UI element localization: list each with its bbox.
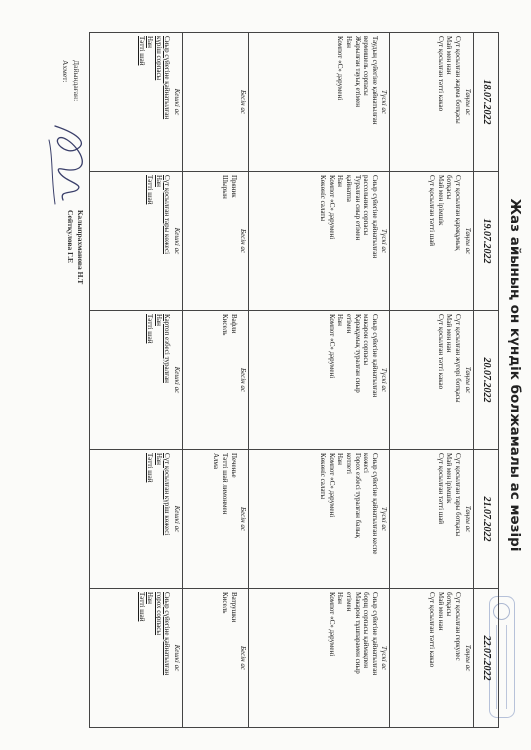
menu-item: Сүт қосылған тары ботқасы — [454, 453, 463, 537]
menu-item: Май мен нан — [436, 592, 445, 631]
menu-item: Май мен нан — [445, 314, 454, 353]
menu-item: Компот «С» дәрумені — [327, 592, 336, 657]
menu-item: Пряник — [229, 175, 238, 198]
breakfast-cell — [390, 311, 473, 450]
snack-row — [182, 33, 248, 728]
meal-heading: Түскі ас — [380, 506, 389, 532]
menu-item: Вафли — [229, 314, 238, 334]
menu-item: Нан — [336, 314, 345, 326]
menu-item: горох сорпасы — [154, 592, 163, 636]
menu-item: Нан — [146, 592, 155, 604]
meal-heading: Түскі ас — [380, 367, 389, 393]
snack-cell — [182, 450, 248, 589]
menu-item: Сүт қосылған жүгері ботқасы — [454, 314, 463, 403]
dinner-cell — [90, 33, 183, 172]
menu-item: Сүт қосылған тәтті какао — [436, 314, 445, 390]
meal-heading: Кешкі ас — [172, 644, 181, 672]
menu-item: вермишель сорпасы — [362, 36, 371, 96]
menu-item: Компот «С» дәрумені — [327, 175, 336, 240]
menu-item: Сиыр сүйегіне қайнатылған — [163, 36, 172, 120]
menu-item: Алма — [212, 453, 221, 470]
menu-item: Сиыр сүйегіне қайнатылған — [370, 314, 379, 398]
page-title: Жаз айының он күндік болжамалы ас мәзірі — [507, 198, 523, 552]
meal-heading: Таңғы ас — [463, 644, 472, 672]
menu-item: Нан — [146, 36, 155, 48]
menu-item: Шырын — [221, 175, 230, 199]
menu-item: Сүт қосылған тәтті какао — [428, 592, 437, 668]
meal-heading: Кешкі ас — [172, 88, 181, 116]
menu-table — [89, 32, 499, 728]
menu-item: Сүт қосылған қарақұмық — [454, 175, 463, 251]
menu-item: Макарон тұшпарамен сиыр — [353, 592, 362, 674]
menu-item: Туралған сиыр етімен — [353, 175, 362, 241]
menu-item: Нан — [336, 453, 345, 465]
menu-item: Сүт қосылған тәтті какао — [436, 36, 445, 112]
date-cell: 18.07.2022 — [473, 33, 498, 172]
menu-item: Кисель — [221, 314, 230, 336]
menu-item: Компот «С» дәрумені — [336, 36, 345, 101]
handwritten-signature — [41, 120, 99, 210]
menu-item: Сиыр сүйегіне қайнатылған — [163, 592, 172, 676]
menu-item: рассольник сорпасы — [362, 175, 371, 236]
menu-item: қайнатпа — [345, 175, 354, 202]
prepared-label: Дайындаған: — [72, 60, 81, 102]
menu-item: Ватрушки — [229, 592, 238, 623]
menu-item: Сүт қосылған күріш көжесі — [163, 453, 172, 536]
signatures-block — [65, 210, 85, 284]
breakfast-cell — [390, 172, 473, 311]
menu-item: етімен — [345, 592, 354, 612]
dinner-cell — [90, 172, 183, 311]
menu-item: котлеті — [345, 453, 354, 474]
menu-item: Тәтті шай — [137, 592, 146, 622]
nurse-name: Сейтқулова Г.Е — [66, 210, 75, 263]
lunch-row — [249, 33, 390, 728]
meal-heading: Бесін ас — [239, 645, 248, 671]
breakfast-cell — [390, 589, 473, 728]
menu-item: Нан — [154, 453, 163, 465]
snack-cell — [182, 172, 248, 311]
date-row — [473, 33, 498, 728]
snack-cell — [182, 33, 248, 172]
menu-item: Картоп езбесі туралған — [163, 314, 172, 383]
lunch-cell — [249, 450, 390, 589]
menu-item: Жарылған тауық етімен — [353, 36, 362, 108]
menu-item: Май мен нан — [445, 36, 454, 75]
meal-heading: Таңғы ас — [463, 505, 472, 533]
menu-item: Нан — [154, 175, 163, 187]
menu-item: ботқасы — [445, 592, 454, 617]
menu-item: Таудың сүйегіне қайнатылған — [370, 36, 379, 125]
menu-item: Тәтті шай — [146, 175, 155, 205]
meal-heading: Кешкі ас — [172, 227, 181, 255]
prepared-name: Калыпрахманова Н.Т — [76, 210, 85, 285]
menu-item: Сүт қосылған тәтті шай — [436, 453, 445, 525]
menu-item: Тәтті шай лимонмен — [221, 453, 230, 515]
meal-heading: Түскі ас — [380, 645, 389, 671]
menu-item: Сиыр сүйегіне қайнатылған — [370, 175, 379, 259]
menu-item: Май мен ірімшік — [445, 453, 454, 504]
dinner-cell — [90, 450, 183, 589]
date-cell: 19.07.2022 — [473, 172, 498, 311]
breakfast-row — [390, 33, 473, 728]
menu-item: Көкөніс салаты — [319, 453, 328, 500]
menu-item: Сиыр сүйегіне қайнатылған кеспе — [370, 453, 379, 555]
dinner-cell — [90, 589, 183, 728]
date-cell: 21.07.2022 — [473, 450, 498, 589]
lunch-cell — [249, 311, 390, 450]
nurse-label: Ахмет: — [61, 60, 70, 83]
menu-item: Компот «С» дәрумені — [327, 453, 336, 518]
menu-item: борщ сорпасы қаймақпен — [362, 592, 371, 668]
menu-item: Тәтті шай — [146, 314, 155, 344]
menu-item: Сүт қосылған тары көжесі — [163, 175, 172, 255]
meal-heading: Кешкі ас — [172, 366, 181, 394]
menu-item: Сиыр сүйегіне қайнатылған — [370, 592, 379, 676]
meal-heading: Бесін ас — [239, 228, 248, 254]
menu-item: Сүт қосылған жарма ботқасы — [454, 36, 463, 124]
menu-item: Май мен ірімшік — [436, 175, 445, 226]
breakfast-cell — [390, 33, 473, 172]
breakfast-cell — [390, 450, 473, 589]
meal-heading: Таңғы ас — [463, 366, 472, 394]
menu-item: Горох езбесі туралған балық — [353, 453, 362, 538]
meal-heading: Таңғы ас — [463, 88, 472, 116]
snack-cell — [182, 589, 248, 728]
dinner-cell — [90, 311, 183, 450]
dinner-row — [90, 33, 183, 728]
menu-item: етімен — [345, 314, 354, 334]
menu-item: макарон сорпасы — [362, 314, 371, 366]
menu-item: Тәтті шай — [137, 36, 146, 66]
meal-heading: Бесін ас — [239, 506, 248, 532]
meal-heading: Түскі ас — [380, 89, 389, 115]
meal-heading: Бесін ас — [239, 89, 248, 115]
menu-item: Сүт қосылған геркулес — [454, 592, 463, 661]
lunch-cell — [249, 589, 390, 728]
lunch-cell — [249, 33, 390, 172]
meal-heading: Таңғы ас — [463, 227, 472, 255]
menu-item: Печенье — [229, 453, 238, 478]
menu-item: көжесі — [362, 453, 371, 473]
meal-heading: Түскі ас — [380, 228, 389, 254]
lunch-cell — [249, 172, 390, 311]
menu-item: Компот «С» дәрумені — [327, 314, 336, 379]
menu-item: Нан — [336, 592, 345, 604]
menu-item: Нан — [336, 175, 345, 187]
menu-item: ботқасы — [445, 175, 454, 200]
menu-item: Нан — [345, 36, 354, 48]
menu-item: Кисель — [221, 592, 230, 614]
menu-item: Тәтті шай — [146, 453, 155, 483]
menu-item: Сүт қосылған тәтті шай — [428, 175, 437, 247]
menu-item: Нан — [154, 314, 163, 326]
menu-item: күріш сорпасы — [154, 36, 163, 81]
menu-item: Көкөніс салаты — [319, 175, 328, 222]
snack-cell — [182, 311, 248, 450]
meal-heading: Кешкі ас — [172, 505, 181, 533]
date-cell: 20.07.2022 — [473, 311, 498, 450]
date-cell: 22.07.2022 — [473, 589, 498, 728]
menu-item: Қарақұмық туралған сиыр — [353, 314, 362, 393]
meal-heading: Бесін ас — [239, 367, 248, 393]
